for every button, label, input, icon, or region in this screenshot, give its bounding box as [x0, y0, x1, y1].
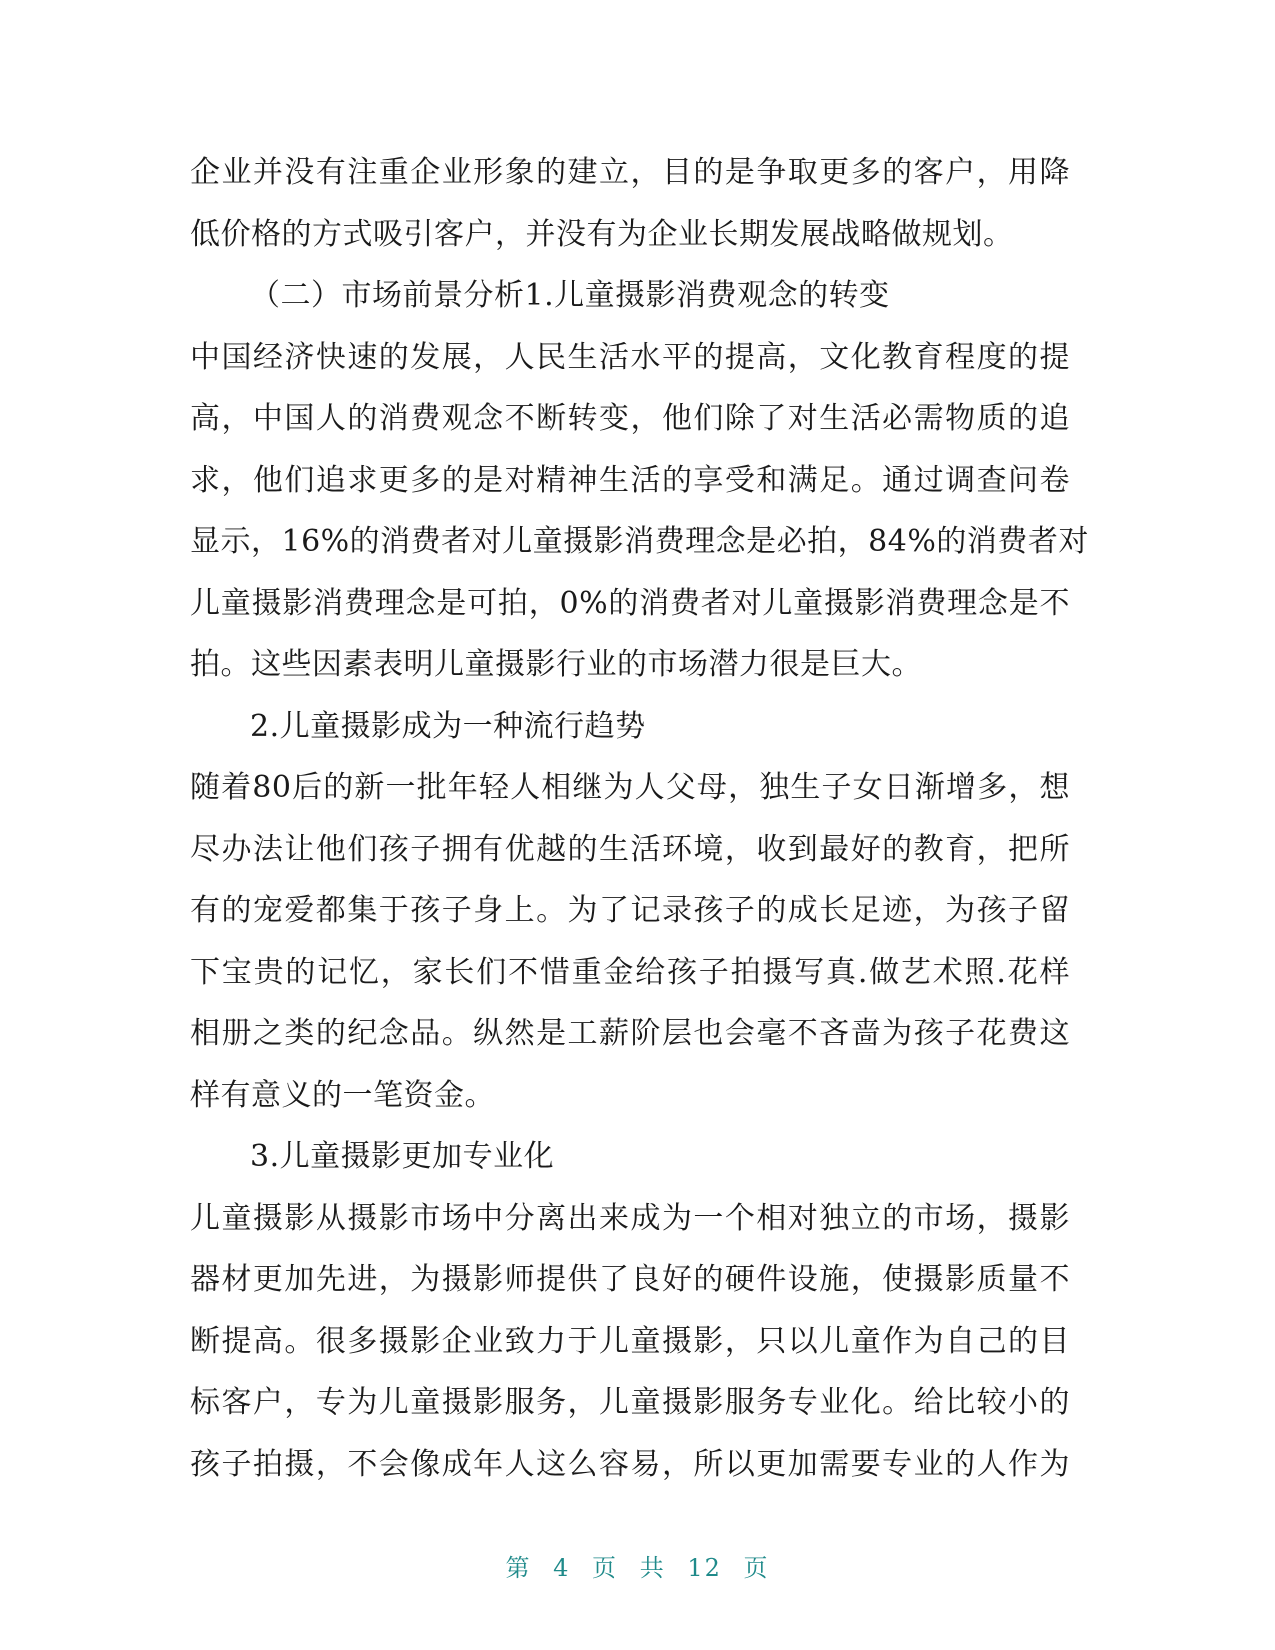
text-line: 儿童摄影消费理念是可拍，0%的消费者对儿童摄影消费理念是不: [190, 585, 1070, 621]
text-line: 孩子拍摄，不会像成年人这么容易，所以更加需要专业的人作为: [190, 1446, 1070, 1482]
section-heading: 3.儿童摄影更加专业化: [250, 1139, 555, 1174]
footer-total-word: 共: [639, 1554, 666, 1582]
text-line: 高，中国人的消费观念不断转变，他们除了对生活必需物质的追: [190, 401, 1070, 436]
text-line: 显示，16%的消费者对儿童摄影消费理念是必拍，84%的消费者对: [190, 524, 1089, 559]
text-line: 企业并没有注重企业形象的建立，目的是争取更多的客户，用降: [190, 155, 1070, 190]
footer-suffix: 页: [743, 1554, 770, 1582]
text-line: 断提高。很多摄影企业致力于儿童摄影，只以儿童作为自己的目: [190, 1323, 1070, 1359]
text-line: 随着80后的新一批年轻人相继为人父母，独生子女日渐增多，想: [190, 770, 1070, 805]
text-line: 标客户，专为儿童摄影服务，儿童摄影服务专业化。给比较小的: [190, 1385, 1070, 1420]
text-line: 中国经济快速的发展，人民生活水平的提高，文化教育程度的提: [190, 339, 1070, 375]
footer-total-pages: 12: [687, 1554, 722, 1582]
document-body: [190, 142, 1089, 1495]
text-line: 拍。这些因素表明儿童摄影行业的市场潜力很是巨大。: [190, 647, 922, 682]
section-heading: （二）市场前景分析1.儿童摄影消费观念的转变: [250, 278, 890, 313]
text-line: 相册之类的纪念品。纵然是工薪阶层也会毫不吝啬为孩子花费这: [190, 1016, 1070, 1051]
text-line: 低价格的方式吸引客户，并没有为企业长期发展战略做规划。: [190, 216, 1014, 252]
footer-prefix: 第: [505, 1554, 532, 1582]
footer-page-word: 页: [592, 1554, 619, 1582]
text-line: 下宝贵的记忆，家长们不惜重金给孩子拍摄写真.做艺术照.花样: [190, 954, 1070, 990]
text-line: 求，他们追求更多的是对精神生活的享受和满足。通过调查问卷: [190, 462, 1070, 498]
text-line: 样有意义的一笔资金。: [190, 1077, 495, 1113]
section-heading: 2.儿童摄影成为一种流行趋势: [250, 708, 646, 744]
text-line: 器材更加先进，为摄影师提供了良好的硬件设施，使摄影质量不: [190, 1262, 1070, 1297]
text-line: 儿童摄影从摄影市场中分离出来成为一个相对独立的市场，摄影: [190, 1200, 1070, 1236]
text-line: 尽办法让他们孩子拥有优越的生活环境，收到最好的教育，把所: [190, 831, 1070, 867]
footer-page-number: 4: [553, 1554, 571, 1582]
page-footer: [0, 1548, 1275, 1583]
text-line: 有的宠爱都集于孩子身上。为了记录孩子的成长足迹，为孩子留: [190, 893, 1070, 928]
